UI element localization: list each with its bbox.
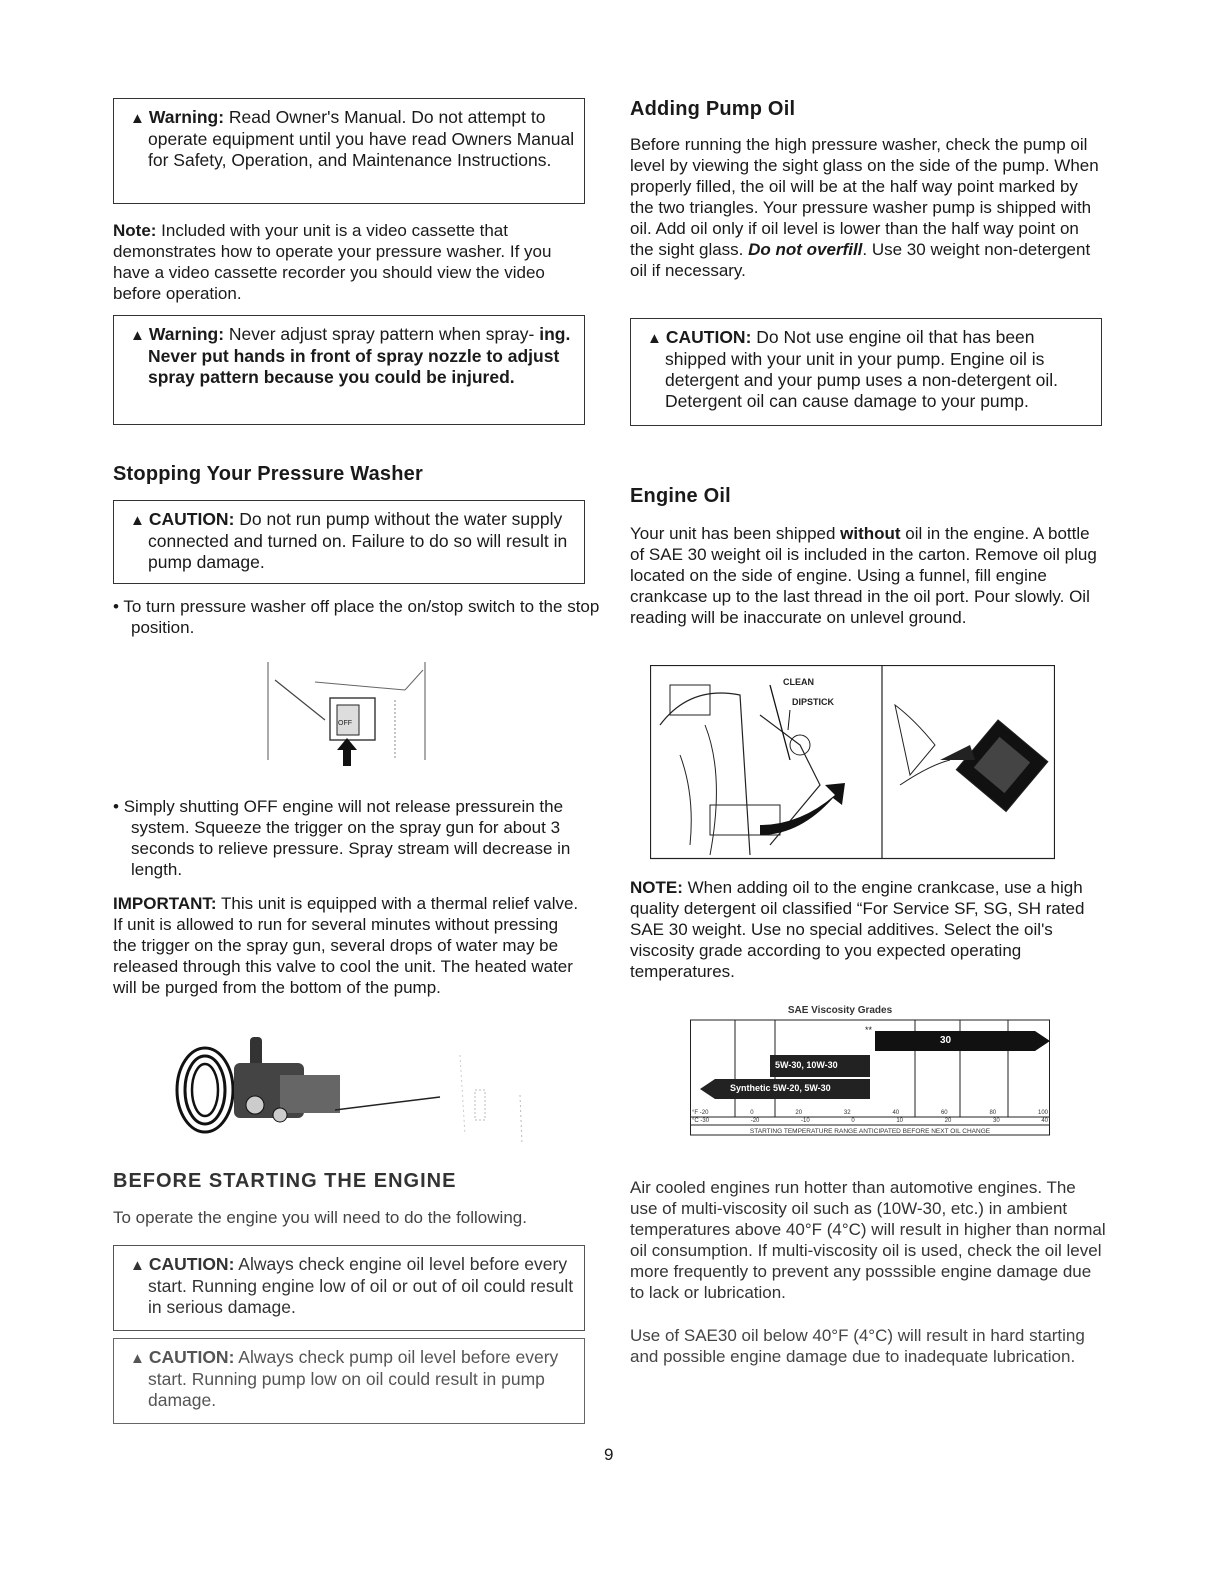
warning-read-manual-text: ▲ Warning: Read Owner's Manual. Do not attempt to operate equipment until you have read Owners Manual for Safety, Operation, and Maintenance Instructions. [130,107,575,170]
adding-pump-oil-text: Before running the high pressure washer, check the pump oil level by viewing the sight glass on the side of the pump. When properly filled, the oil will be at the half way point marked by the two triangles. Your pressure washer pump is shipped with oil. Add oil only if oil level is lower than the half way point on the sight glass. Do not overfill. Use 30 weight non-detergent oil if necessary. [630,135,1099,280]
bullet-dot: • [113,597,124,616]
warning-triangle-icon: ▲ [130,1350,145,1367]
stopping-heading: Stopping Your Pressure Washer [113,463,423,485]
caution-pump-oil-text: ▲ CAUTION: Always check pump oil level before every start. Running pump low on oil could result in pump damage. [130,1347,559,1410]
band-30 [875,1031,1050,1051]
bullet-turn-off: • To turn pressure washer off place the on/stop switch to the stop position. [113,597,600,637]
warning-triangle-icon: ▲ [130,1257,145,1274]
curved-arrow-icon [760,783,845,835]
caution-detergent-oil-box [630,318,1102,426]
adding-pump-oil-heading: Adding Pump Oil [630,98,796,120]
c-scale: °C -30 -20 -10 0 10 20 30 40 [692,1118,1048,1124]
air-cooled-text: Air cooled engines run hotter than automotive engines. The use of multi-viscosity oil such as (10W-30, etc.) in ambient temperatures above 40°F (4°C) will result in higher than normal oil consumption. If multi-viscosity oil is used, check the oil level more frequently to prevent any posssible engine damage due to lack or lubrication. [630,1178,1106,1302]
viscosity-title: SAE Viscosity Grades [787,1005,893,1016]
band-mid-label: 5W-30, 10W-30 [775,1060,838,1070]
band-synthetic-label: Synthetic 5W-20, 5W-30 [730,1083,831,1093]
bullet-shutting-off: • Simply shutting OFF engine will not release pressurein the system. Squeeze the trigger on the spray gun for about 3 seconds to relieve pressure. Spray stream will decrease in length. [113,797,571,879]
caution-engine-oil-box [113,1245,585,1331]
engine-oil-text: Your unit has been shipped without oil in the engine. A bottle of SAE 30 weight oil is included in the carton. Remove oil plug located on the side of engine. Using a funnel, fill engine crankcase up to the last thread in the oil port. Pour slowly. Oil reading will be inaccurate on unlevel ground. [630,524,1097,627]
switch-illustration [265,660,430,768]
page-number: 9 [604,1445,614,1464]
caution-water-supply-box [113,500,585,584]
warning-spray-pattern-text: ▲ Warning: Never adjust spray pattern when spray- ing. Never put hands in front of spray nozzle to adjust spray pattern because you could be injured. [130,324,571,387]
f-scale: °F -20 0 20 32 40 60 80 100 [692,1110,1048,1116]
video-note: Note: Included with your unit is a video cassette that demonstrates how to operate your pressure washer. If you have a video cassette recorder you should view the video before operation. [113,221,552,303]
clean-label: CLEAN [783,677,814,687]
warning-triangle-icon: ▲ [130,327,145,344]
before-starting-heading: BEFORE STARTING THE ENGINE [113,1170,457,1192]
bullet-dot: • [113,797,124,816]
engine-oil-fill-illustration [650,665,1055,860]
warning-triangle-icon: ▲ [130,512,145,529]
caution-detergent-oil-text: ▲ CAUTION: Do Not use engine oil that has been shipped with your unit in your pump. Engine oil is detergent and your pump uses a non-detergent oil. Detergent oil can cause damage to your pump. [647,327,1059,411]
warning-read-manual-box [113,98,585,204]
engine-oil-heading: Engine Oil [630,485,731,507]
caution-pump-oil-box [113,1338,585,1424]
arrow-up-icon [337,738,357,766]
engine-oil-note: NOTE: When adding oil to the engine crankcase, use a high quality detergent oil classified “For Service SF, SG, SH rated SAE 30 weight. Use no special additives. Select the oil's viscosity grade according to you expected operating temperatures. [630,878,1085,981]
pump-hose-illustration [170,1015,540,1145]
off-label: OFF [338,720,352,727]
sae30-text: Use of SAE30 oil below 40°F (4°C) will result in hard starting and possible engine damage due to inadequate lubrication. [630,1326,1085,1366]
band-30-label: 30 [940,1035,952,1046]
warning-spray-pattern-box [113,315,585,425]
warning-triangle-icon: ▲ [130,110,145,127]
before-starting-text: To operate the engine you will need to do the following. [113,1208,527,1227]
important-thermal-relief: IMPORTANT: This unit is equipped with a thermal relief valve. If unit is allowed to run for several minutes without pressing the trigger on the spray gun, several drops of water may be released through this valve to cool the unit. The heated water will be purged from the bottom of the pump. [113,894,579,997]
band-marker: ** [865,1025,873,1035]
dipstick-label: DIPSTICK [792,697,835,707]
caution-water-supply-text: ▲ CAUTION: Do not run pump without the water supply connected and turned on. Failure to do so will result in pump damage. [130,509,568,572]
viscosity-footer: STARTING TEMPERATURE RANGE ANTICIPATED BEFORE NEXT OIL CHANGE [749,1128,991,1135]
sae-viscosity-chart [690,1005,1050,1145]
warning-triangle-icon: ▲ [647,330,662,347]
caution-engine-oil-text: ▲ CAUTION: Always check engine oil level before every start. Running engine low of oil or out of oil could result in serious damage. [130,1254,574,1317]
